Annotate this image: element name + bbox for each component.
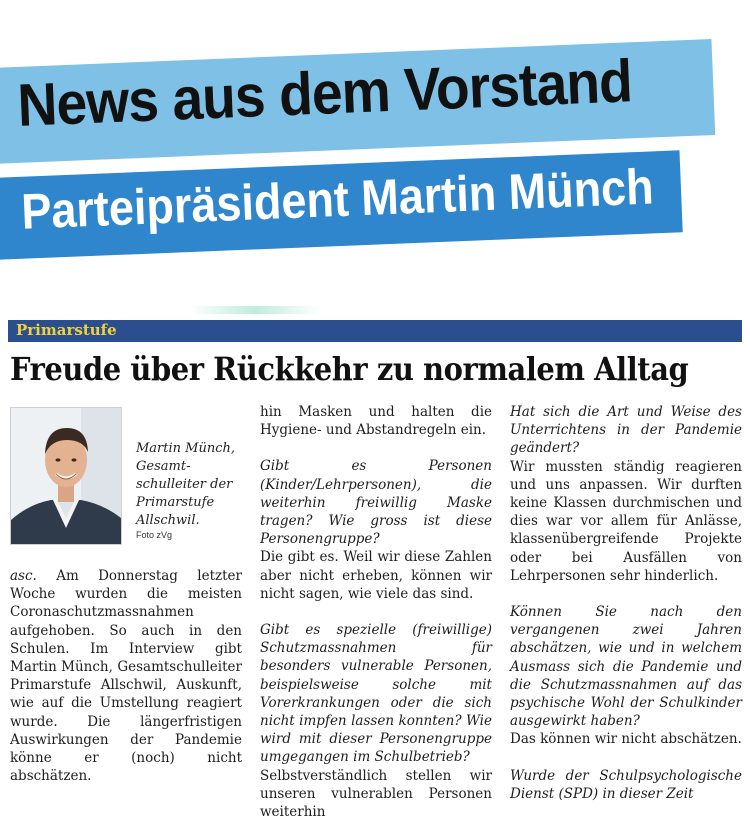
section-rubric [8,320,742,342]
intro-paragraph [10,567,242,785]
interview-answer: Das können wir nicht abschätzen. [510,731,742,748]
article-column-2 [260,403,492,821]
subtitle-banner [0,150,683,260]
portrait-photo [10,407,122,545]
article-headline: Freude über Rückkehr zu normalem Alltag [10,350,689,388]
interview-question: Hat sich die Art und Weise des Unterrichtens in der Pandemie geändert? [510,404,742,457]
portrait-image [11,408,121,544]
intro-text: Am Donnerstag letzter Woche wurden die meisten Coronaschutzmassnahmen aufgehoben. So auch in den Schulen. Im Interview gibt Martin Münch, Gesamtschulleiter Primarstufe Allschwil, Auskunft, wie auf die Umstellung reagiert wurde. Die längerfristigen Auswirkungen der Pandemie könne er (noch) nicht abschätzen. [10,568,242,785]
interview-answer: Selbstverständlich stellen wir unseren vulnerablen Personen weiterhin [260,767,492,821]
interview-question: Können Sie nach den vergangenen zwei Jahren abschätzen, wie und in welchem Ausmass sich die Pandemie und die Schutzmassnahmen auf das psychische Wohl der Schulkinder ausgewirkt haben? [510,604,742,730]
article-column-1 [10,567,242,785]
interview-answer: Die gibt es. Weil wir diese Zahlen aber nicht erheben, können wir nicht sagen, wie viele das sind. [260,549,492,602]
rubric-label: Primarstufe [16,321,117,339]
title-banner [0,39,715,164]
interview-question: Gibt es spezielle (freiwillige) Schutzmassnahmen für besonders vulnerable Personen, beispielsweise solche mit Vorerkrankungen oder die sich nicht impfen lassen konnten? Wie wird mit dieser Personengruppe umgegangen im Schulbetrieb? [260,622,492,766]
article-column-3 [510,403,742,803]
page-subtitle: Parteipräsident Martin Münch [20,158,655,240]
photo-caption: Martin Münch, Gesamtschulleiter der Primarstufe Allschwil. [136,441,236,528]
author-initials: asc. [10,568,37,584]
interview-answer: Wir mussten ständig reagieren und uns anpassen. Wir durften keine Klassen durchmischen und dies war vor allem für Anlässe, klassenübergreifende Projekte oder bei Ausfällen von Lehrpersonen sehr hinderlich. [510,458,742,584]
interview-question: Gibt es Personen (Kinder/Lehrpersonen), die weiterhin freiwillig Maske tragen? Wie gross ist diese Personengruppe? [260,458,492,548]
page-title: News aus dem Vorstand [16,47,634,139]
photo-credit: Foto zVg [136,530,173,540]
divider [190,306,320,314]
answer-paragraph: hin Masken und halten die Hygiene- und Abstandregeln ein. [260,404,492,439]
interview-question: Wurde der Schulpsychologische Dienst (SPD) in dieser Zeit [510,767,742,802]
